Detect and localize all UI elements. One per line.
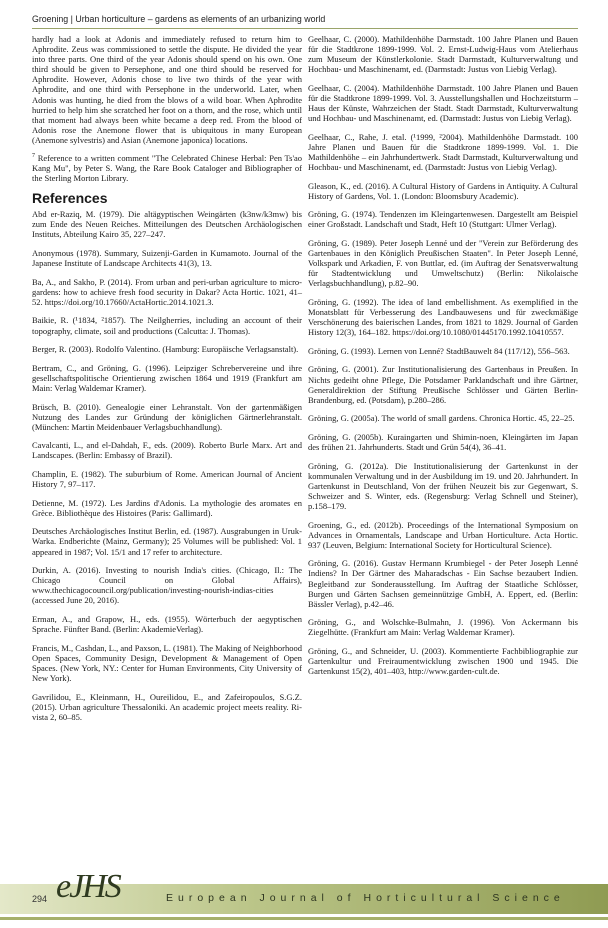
reference-item: Anonymous (1978). Summary, Suizenji-Garden in Kumamoto. Journal of the Japanese Institute of Landscape Architects 41(3), 13. (32, 248, 302, 269)
reference-item: Ba, A., and Sakho, P. (2014). From urban and peri-urban agriculture to micro-gardens: how to achieve fresh food security in Dakar? Acta Hortic. 1021, 41–52. https://doi.org/10.17660/ActaHortic.2014.1021.3. (32, 276, 302, 307)
reference-item: Gröning, G. (1989). Peter Joseph Lenné und der "Verein zur Beförderung des Gartenbaues in den Königlich Preußischen Staaten". In Peter Joseph Lenné, Volkspark und Arkadien, F. von Buttlar, ed. (im Auftrag der Senatsverwaltung für Stadtentwicklung und Umweltschutz) (Berlin: Nikolaische Verlagsbuchhandlung), p.82–90. (308, 238, 578, 289)
reference-item: Champlin, E. (1982). The suburbium of Rome. American Journal of Ancient History 7, 97–117. (32, 469, 302, 490)
reference-item: Detienne, M. (1972). Les Jardins d'Adonis. La mythologie des aromates en Grèce. Bibliothèque des Histoires (Paris: Gallimard). (32, 497, 302, 518)
reference-item: Durkin, A. (2016). Investing to nourish India's cities. (Chicago, Il.: The Chicago Council on Global Affairs), www.thechicagocouncil.org/publication/investing-nourish-indias-cities (accessed June 20, 2016). (32, 565, 302, 606)
reference-item: Gröning, G. (1993). Lernen von Lenné? StadtBauwelt 84 (117/12), 556–563. (308, 345, 570, 356)
reference-item: Brüsch, B. (2010). Genealogie einer Lehranstalt. Von der gartenmäßigen Nutzung des Landes zur Gründung der königlichen Gärtnerlehranstalt. (München: Martin Meidenbauer Verlagsbuchhandlung). (32, 401, 302, 432)
running-header: Groening | Urban horticulture – gardens as elements of an urbanizing world (32, 10, 578, 29)
reference-item: Gröning, G. (2012a). Die Institutionalisierung der Gartenkunst in der kommunalen Verwaltung und in der Ausbildung im 19. und 20. Jahrhundert. In Gartenkunst in Deutschland, Von der frühen Neuzeit bis zur Gegenwart, S. Schweizer and S. Winter, eds. (Regensburg: Verlag Schnell und Steiner), p.158–179. (308, 460, 578, 511)
reference-item: Gröning, G., and Schneider, U. (2003). Kommentierte Fachbibliographie zur Gartenkultur und Freiraumentwicklung zwischen 1900 und 1945. Die Gartenkunst 15(2), 401–403, http://www.garden-cult.de. (308, 646, 578, 677)
journal-name: European Journal of Horticultural Science (166, 892, 565, 904)
reference-item: Gröning, G. (2016). Gustav Hermann Krumbiegel - der Peter Joseph Lenné Indiens? In Der Gärtner des Maharadschas - Ein Sachse bezaubert Indien. Begleitband zur Sonderausstellung. Im Auftrag der Staatliche Schlösser, Burgen und Gärten Sachsen gemeinnützige GmbH, A. Eppert, ed. (Berlin: Bässler Verlag), p.42–46. (308, 558, 578, 609)
reference-item: Geelhaar, C. (2000). Mathildenhöhe Darmstadt. 100 Jahre Planen und Bauen für die Stadtkrone 1899-1999. Vol. 2. Ernst-Ludwig-Haus vom Atelierhaus zum Museum der Künstlerkolonie. Stadt Darmstadt, Kulturverwaltung und Hochbau- und Maschinenamt, ed. (Darmstadt: Justus von Liebig Verlag). (308, 34, 578, 75)
footnote-text: Reference to a written comment "The Celebrated Chinese Herbal: Pen Ts'ao Kang Mu", by Peter S. Wang, the Rare Book Cataloger and Bibliographer of the Sterling Morton Library. (32, 152, 302, 184)
reference-item: Francis, M., Cashdan, L., and Paxson, L. (1981). The Making of Neighborhood Open Spaces, Community Design, Development & Management of Open Spaces. (New York, NY.: Center for Human Environments, City University of New York). (32, 642, 302, 684)
reference-item: Geelhaar, C. (2004). Mathildenhöhe Darmstadt. 100 Jahre Planen und Bauen für die Stadtkrone 1899-1999. Vol. 3. Ausstellungshallen und Hochzeitsturm – Haus der Künste, Wahrzeichen der Stadt. Stadt Darmstadt, Kulturverwaltung und Hochbau- und Maschinenamt, ed. (Darmstadt: Justus von Liebig Verlag). (308, 82, 578, 124)
reference-item: Geelhaar, C., Rahe, J. etal. (¹1999, ²2004). Mathildenhöhe Darmstadt. 100 Jahre Planen und Bauen für die Stadtkrone 1899-1999. Vol. 1. Die Mathildenhöhe – ein Jahrhundertwerk. Stadt Darmstadt, Kulturverwaltung und Hochbau- und Maschinenamt, ed. (Darmstadt: Justus von Liebig Verlag). (308, 131, 578, 173)
reference-item: Bertram, C., and Gröning, G. (1996). Leipziger Schrebervereine und ihre gesellschaftspolitische Orientierung zwischen 1864 und 1919 (Frankfurt am Main: Verlag Waldemar Kramer). (32, 362, 302, 393)
footer-rule (0, 917, 608, 920)
reference-item: Groening, G., ed. (2012b). Proceedings of the International Symposium on Advances in Ornamentals, Landscape and Urban Horticulture. Acta Hortic. 937 (Leuven, Belgium: International Society for Horticultural Science). (308, 519, 578, 550)
right-column (308, 34, 578, 685)
footnote-mark: 7 (32, 153, 35, 160)
reference-item: Gröning, G. (1974). Tendenzen im Kleingartenwesen. Dargestellt am Beispiel einer Großstadt. Landschaft und Stadt, Heft 10 (Stuttgart: Ulmer Verlag). (308, 209, 578, 230)
reference-item: Abd er-Raziq, M. (1979). Die altägyptischen Weingärten (k3nw/k3mw) bis zum Ende des Neuen Reiches. Mitteilungen des Deutschen Archäologischen Instituts, Abteilung Kairo 35, 227–247. (32, 209, 302, 240)
references-list-left (32, 209, 302, 722)
references-heading: References (32, 190, 108, 207)
reference-item: Gröning, G. (2001). Zur Institutionalisierung des Gartenbaus in Preußen. In Nichts gedeiht ohne Pflege, Die Potsdamer Parklandschaft und ihre Gärtner, Generaldirektion der Stiftung Preußische Schlösser und Gärten Berlin-Brandenburg, ed. (Potsdam), p.280–286. (308, 364, 578, 405)
reference-item: Gröning, G. (2005b). Kuraingarten und Shimin-noen, Kleingärten im Japan des frühen 21. Jahrhunderts. Stadt und Grün 54(4), 36–41. (308, 431, 578, 452)
reference-item: Gavrilidou, E., Kleinmann, H., Oureilidou, E., and Zafeiropoulos, S.G.Z. (2015). Urban agriculture Thessaloniki. An academic project meets reality. Ri-vista 2, 60–85. (32, 691, 302, 722)
reference-item: Cavalcanti, L., and el-Dahdah, F., eds. (2009). Roberto Burle Marx. Art and Landscapes. (Berlin: Embassy of Brazil). (32, 440, 302, 461)
journal-logo: eJHS (56, 868, 120, 905)
reference-item: Berger, R. (2003). Rodolfo Valentino. (Hamburg: Europäische Verlagsanstalt). (32, 344, 299, 355)
reference-item: Baikie, R. (¹1834, ²1857). The Neilgherries, including an account of their topography, climate, soil and productions (Calcutta: J. Thomas). (32, 315, 302, 336)
reference-item: Deutsches Archäologisches Institut Berlin, ed. (1987). Ausgrabungen in Uruk-Warka. Endberichte (Mainz, Germany); 25 Volumes will be published: Vol. 1 appeared in 1987; Vol. 15/1 and 17 refer to architecture. (32, 526, 302, 557)
page-number: 294 (32, 894, 48, 904)
reference-item: Gröning, G. (2005a). The world of small gardens. Chronica Hortic. 45, 22–25. (308, 413, 575, 424)
left-column (32, 34, 302, 730)
body-paragraph: hardly had a look at Adonis and immediately refused to return him to Aphrodite. Zeus was commissioned to settle the dispute. He divided the year into three parts. One third of the year Adonis should spend on his own. One third should be given to Persephone, and one third should be reserved for Aphrodite. However, Adonis chose to live two thirds of the year with Aphrodite, and one third with Persephone in the underworld. Later, when Adonis was hunting, he died from the blows of a wild boar. When Aphrodite hurried to help him she scratched her foot on a thorn, and the rose, which until that moment had always been white became a deep red. From the blood of Adonis rose the Anemone flower that is ubiquitous in many European (Anemone sylvestris) and Asian (Anemone japonica) locations. (32, 34, 302, 145)
reference-item: Gröning, G., and Wolschke-Bulmahn, J. (1996). Von Ackermann bis Ziegelhütte. (Frankfurt am Main: Verlag Waldemar Kramer). (308, 617, 578, 638)
reference-item: Erman, A., and Grapow, H., eds. (1955). Wörterbuch der aegyptischen Sprache. Fünfter Band. (Berlin: AkademieVerlag). (32, 614, 302, 635)
footnote (32, 151, 302, 183)
page-footer (0, 862, 608, 928)
reference-item: Gleason, K., ed. (2016). A Cultural History of Gardens in Antiquity. A Cultural History of Gardens, Vol. 1. (London: Bloomsbury Academic). (308, 180, 578, 201)
reference-item: Gröning, G. (1992). The idea of land embellishment. As exemplified in the Monatsblatt für Verbesserung des Landbauwesens und für zweckmäßige Verschönerung des baierischen Landes, from 1821 to 1829. Journal of Garden History 12(3), 164–182. https://doi.org/10.1080/01445170.1992.10410557. (308, 296, 578, 338)
